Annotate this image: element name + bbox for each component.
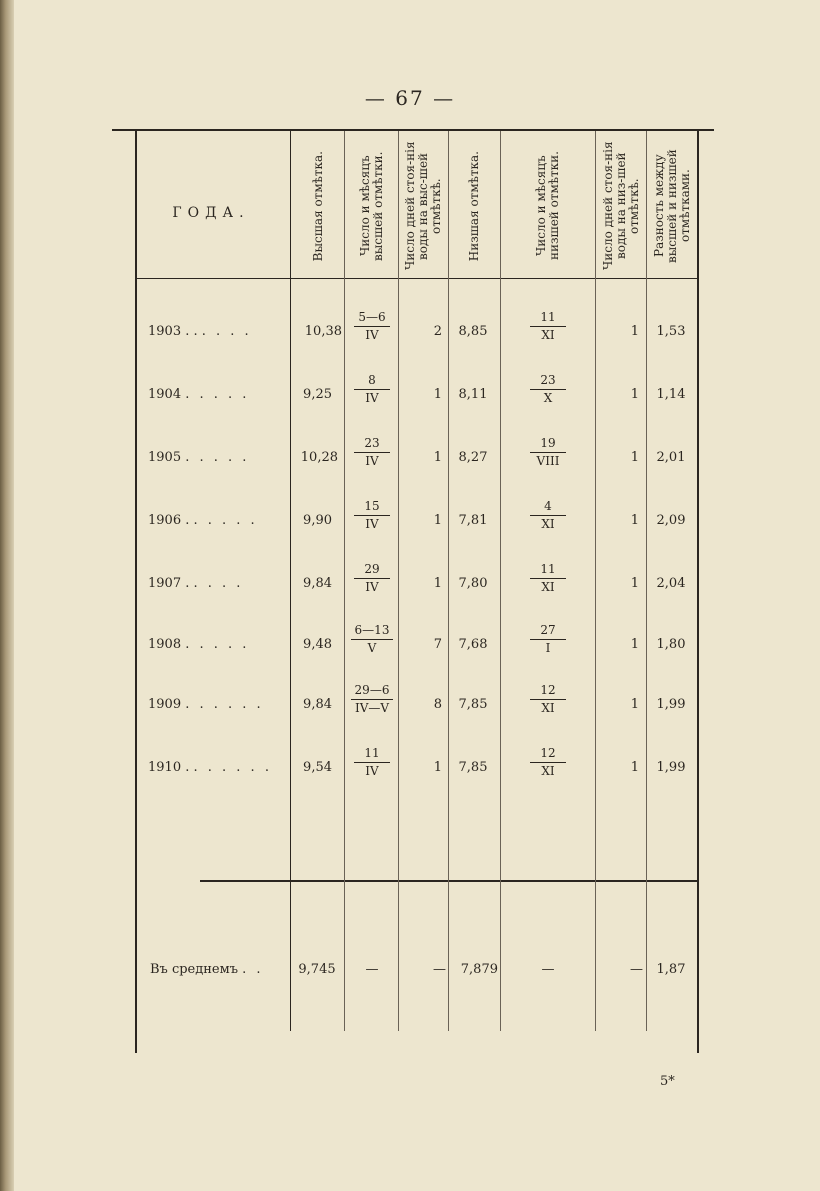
year-cell (148, 760, 284, 776)
difference-cell: 1,99 (656, 697, 686, 712)
lowest-days-cell: 1 (630, 513, 639, 528)
average-separator-rule (200, 880, 698, 882)
header-highest-mark-text: Высшая отмѣтка. (310, 150, 325, 262)
year-cell (148, 697, 284, 713)
lowest-date-day: 11 (530, 562, 566, 579)
lowest-mark-cell: 7,80 (458, 576, 488, 591)
year-cell (148, 324, 284, 340)
lowest-date-month: X (543, 391, 553, 405)
highest-date-cell (346, 683, 398, 716)
year-value: 1908 (148, 637, 182, 652)
highest-date-cell (346, 436, 398, 469)
lowest-mark-cell: 8,27 (458, 450, 488, 465)
book-binding-edge (0, 0, 14, 1191)
leader-dots: . . . . . (185, 387, 250, 402)
difference-cell: 2,01 (656, 450, 686, 465)
header-highest-mark (292, 136, 344, 276)
highest-days-cell: 1 (433, 450, 442, 465)
lowest-date-month: XI (541, 764, 555, 778)
lowest-date-day: 11 (530, 310, 566, 327)
highest-days-cell: 2 (433, 324, 442, 339)
lowest-date-cell (502, 373, 594, 406)
lowest-date-day: 12 (530, 746, 566, 763)
highest-date-month: IV (365, 580, 379, 594)
difference-cell: 1,14 (656, 387, 686, 402)
lowest-date-cell (502, 436, 594, 469)
difference-cell: 2,09 (656, 513, 686, 528)
highest-date-day: 15 (354, 499, 390, 516)
difference-cell: 1,53 (656, 324, 686, 339)
highest-date-month: IV (365, 454, 379, 468)
highest-date-cell (346, 499, 398, 532)
leader-dots: . . . . . . (193, 760, 272, 775)
highest-date-day: 11 (354, 746, 390, 763)
highest-date-month: IV—V (354, 701, 390, 715)
year-cell (148, 637, 284, 653)
year-value: 1904 (148, 387, 182, 402)
lowest-date-month: I (545, 641, 551, 655)
header-highest-days (399, 136, 448, 276)
lowest-date-cell (502, 746, 594, 779)
lowest-date-month: VIII (536, 454, 560, 468)
header-highest-date (346, 136, 398, 276)
highest-days-cell: 1 (433, 760, 442, 775)
lowest-date-cell (502, 499, 594, 532)
year-cell (148, 450, 284, 466)
year-value: 1906 . (148, 513, 190, 528)
highest-days-cell: 1 (433, 513, 442, 528)
lowest-days-cell: 1 (630, 760, 639, 775)
header-difference-text: Разность между высшей и низшей отмѣтками. (651, 149, 692, 263)
highest-mark-cell: 10,38 (304, 324, 342, 339)
highest-days-cell: 1 (433, 387, 442, 402)
highest-date-month: IV (365, 764, 379, 778)
header-lowest-days (596, 136, 646, 276)
highest-date-month: V (367, 641, 377, 655)
year-value: 1909 (148, 697, 182, 712)
highest-date-day: 29 (354, 562, 390, 579)
table-top-rule (112, 129, 714, 131)
average-lowest-mark: 7,879 (460, 962, 498, 977)
highest-date-day: 29—6 (351, 683, 394, 700)
highest-days-cell: 8 (433, 697, 442, 712)
lowest-date-month: XI (541, 580, 555, 594)
highest-date-day: 8 (354, 373, 390, 390)
average-label-cell (150, 962, 288, 978)
year-value: 1905 (148, 450, 182, 465)
lowest-days-cell: 1 (630, 576, 639, 591)
lowest-mark-cell: 8,85 (458, 324, 488, 339)
highest-mark-cell: 9,54 (303, 760, 332, 775)
highest-mark-cell: 9,84 (303, 697, 332, 712)
highest-mark-cell: 9,84 (303, 576, 332, 591)
year-cell (148, 576, 284, 592)
average-lowest-days: — (630, 962, 643, 977)
leader-dots: . . . . (193, 576, 244, 591)
lowest-date-cell (502, 562, 594, 595)
header-highest-date-text: Число и мѣсяцъ высшей отмѣтки. (358, 151, 385, 261)
leader-dots: . . . . . . (185, 697, 264, 712)
lowest-mark-cell: 8,11 (458, 387, 488, 402)
highest-mark-cell: 9,48 (303, 637, 332, 652)
highest-date-day: 6—13 (351, 623, 394, 640)
lowest-days-cell: 1 (630, 637, 639, 652)
header-lowest-date-text: Число и мѣсяцъ низшей отмѣтки. (534, 151, 561, 261)
lowest-date-day: 19 (530, 436, 566, 453)
lowest-mark-cell: 7,68 (458, 637, 488, 652)
lowest-days-cell: 1 (630, 324, 639, 339)
lowest-date-day: 23 (530, 373, 566, 390)
lowest-date-cell (502, 683, 594, 716)
header-lowest-mark (449, 136, 500, 276)
year-cell (148, 387, 284, 403)
header-lowest-days-text: Число дней стоя-нія воды на низ-шей отмѣткѣ. (600, 141, 641, 271)
signature-mark: 5* (660, 1074, 675, 1089)
highest-mark-cell: 9,25 (303, 387, 332, 402)
highest-days-cell: 7 (433, 637, 442, 652)
leader-dots: . . . . (201, 324, 252, 339)
lowest-date-day: 12 (530, 683, 566, 700)
header-highest-days-text: Число дней стоя-нія воды на выс-шей отмѣткѣ. (403, 141, 443, 271)
average-label: Въ среднемъ (150, 962, 238, 977)
difference-cell: 1,99 (656, 760, 686, 775)
highest-mark-cell: 9,90 (303, 513, 332, 528)
table-left-border (135, 131, 137, 1053)
lowest-days-cell: 1 (630, 387, 639, 402)
header-bottom-rule (136, 278, 698, 279)
highest-date-month: IV (365, 391, 379, 405)
difference-cell: 2,04 (656, 576, 686, 591)
table-right-border (697, 131, 699, 1053)
highest-days-cell: 1 (433, 576, 442, 591)
page-number: — 67 — (364, 86, 456, 110)
highest-date-day: 23 (354, 436, 390, 453)
year-value: 1910 . (148, 760, 190, 775)
lowest-date-day: 4 (530, 499, 566, 516)
average-highest-days: — (433, 962, 446, 977)
highest-date-cell (346, 623, 398, 656)
lowest-days-cell: 1 (630, 697, 639, 712)
lowest-date-cell (502, 623, 594, 656)
highest-date-day: 5—6 (354, 310, 390, 327)
year-value: 1903 . . (148, 324, 198, 339)
average-highest-date: — (365, 962, 379, 977)
difference-cell: 1,80 (656, 637, 686, 652)
col-divider-2 (344, 131, 345, 1031)
year-cell (148, 513, 284, 529)
average-lowest-date: — (541, 962, 555, 977)
highest-date-cell (346, 373, 398, 406)
highest-date-month: IV (365, 328, 379, 342)
lowest-date-month: XI (541, 517, 555, 531)
lowest-mark-cell: 7,81 (458, 513, 488, 528)
leader-dots: . . . . . (193, 513, 258, 528)
lowest-days-cell: 1 (630, 450, 639, 465)
lowest-date-day: 27 (530, 623, 566, 640)
header-lowest-mark-text: Низшая отмѣтка. (467, 150, 481, 262)
year-value: 1907 . (148, 576, 190, 591)
average-highest-mark: 9,745 (298, 962, 336, 977)
lowest-mark-cell: 7,85 (458, 760, 488, 775)
highest-date-cell (346, 746, 398, 779)
lowest-date-cell (502, 310, 594, 343)
lowest-date-month: XI (541, 328, 555, 342)
highest-date-cell (346, 562, 398, 595)
leader-dots: . . (242, 962, 264, 977)
header-year: ГОДА. (172, 205, 250, 221)
highest-mark-cell: 10,28 (300, 450, 338, 465)
col-divider-1 (290, 131, 291, 1031)
leader-dots: . . . . . (185, 450, 250, 465)
header-difference (647, 136, 697, 276)
header-lowest-date (501, 136, 595, 276)
highest-date-month: IV (365, 517, 379, 531)
lowest-date-month: XI (541, 701, 555, 715)
highest-date-cell (346, 310, 398, 343)
leader-dots: . . . . . (185, 637, 250, 652)
lowest-mark-cell: 7,85 (458, 697, 488, 712)
average-difference: 1,87 (656, 962, 686, 977)
